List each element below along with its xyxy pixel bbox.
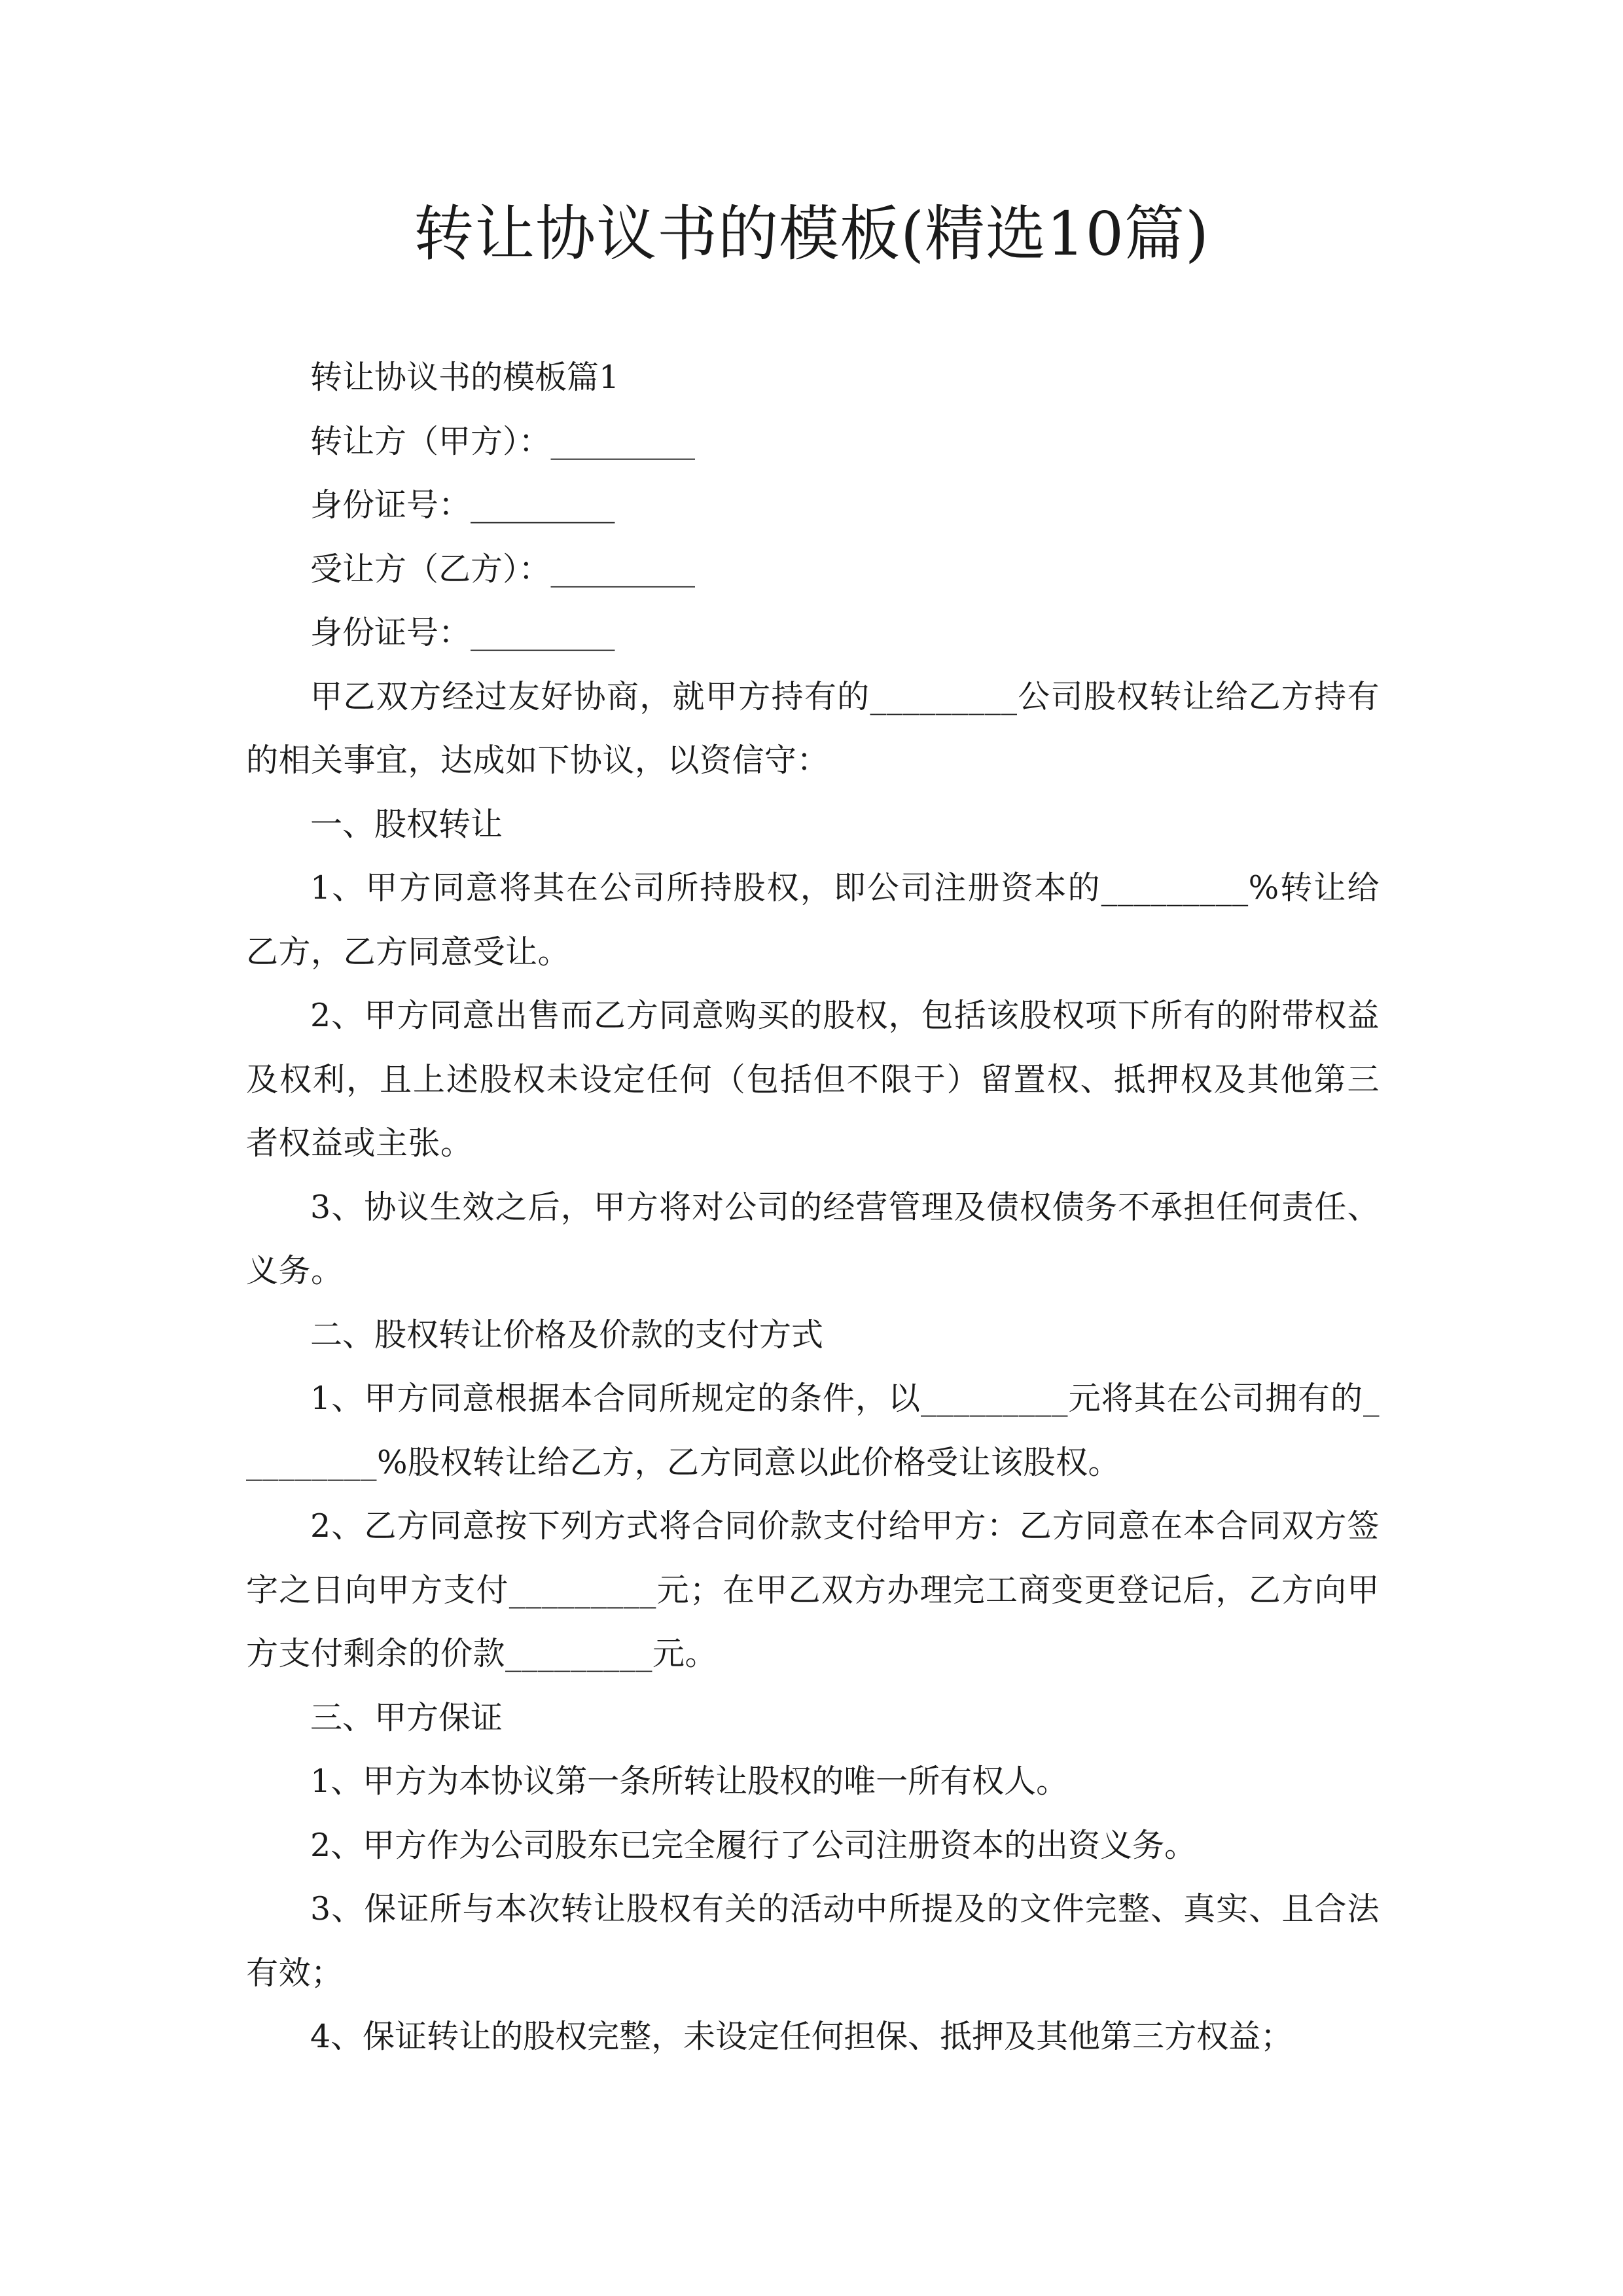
clause-3-3: 3、保证所与本次转让股权有关的活动中所提及的文件完整、真实、且合法有效； <box>246 1890 1380 1992</box>
clause-heading-1: 一、股权转让 <box>310 805 503 843</box>
section-heading: 转让协议书的模板篇1 <box>310 359 620 396</box>
document-title: 转让协议书的模板(精选10篇) <box>414 199 1209 269</box>
clause-1-3: 3、协议生效之后，甲方将对公司的经营管理及债权债务不承担任何责任、义务。 <box>246 1188 1380 1289</box>
clause-heading-3: 三、甲方保证 <box>310 1698 503 1736</box>
clause-2-1: 1、甲方同意根据本合同所规定的条件，以_________元将其在公司拥有的_________%股权转让给乙方，乙方同意以此价格受让该股权。 <box>246 1380 1380 1481</box>
clause-3-1: 1、甲方为本协议第一条所转让股权的唯一所有权人。 <box>310 1763 1069 1800</box>
transferee-field: 受让方（乙方）：_________ <box>310 550 696 588</box>
intro-paragraph: 甲乙双方经过友好协商，就甲方持有的_________公司股权转让给乙方持有的相关事宜，达成如下协议，以资信守： <box>246 677 1380 779</box>
clause-heading-2: 二、股权转让价格及价款的支付方式 <box>310 1316 824 1354</box>
clause-2-2: 2、乙方同意按下列方式将合同价款支付给甲方：乙方同意在本合同双方签字之日向甲方支付_________元；在甲乙双方办理完工商变更登记后，乙方向甲方支付剩余的价款_________元。 <box>246 1507 1380 1672</box>
transferor-id-field: 身份证号：_________ <box>310 486 615 524</box>
clause-3-2: 2、甲方作为公司股东已完全履行了公司注册资本的出资义务。 <box>310 1826 1197 1864</box>
transferor-field: 转让方（甲方）：_________ <box>310 422 696 460</box>
transferee-id-field: 身份证号：_________ <box>310 614 615 651</box>
document-body <box>246 346 1380 2069</box>
clause-1-1: 1、甲方同意将其在公司所持股权，即公司注册资本的_________%转让给乙方，乙方同意受让。 <box>246 869 1380 971</box>
clause-3-4: 4、保证转让的股权完整，未设定任何担保、抵押及其他第三方权益； <box>310 2018 1293 2055</box>
clause-1-2: 2、甲方同意出售而乙方同意购买的股权，包括该股权项下所有的附带权益及权利，且上述股权未设定任何（包括但不限于）留置权、抵押权及其他第三者权益或主张。 <box>246 997 1380 1162</box>
